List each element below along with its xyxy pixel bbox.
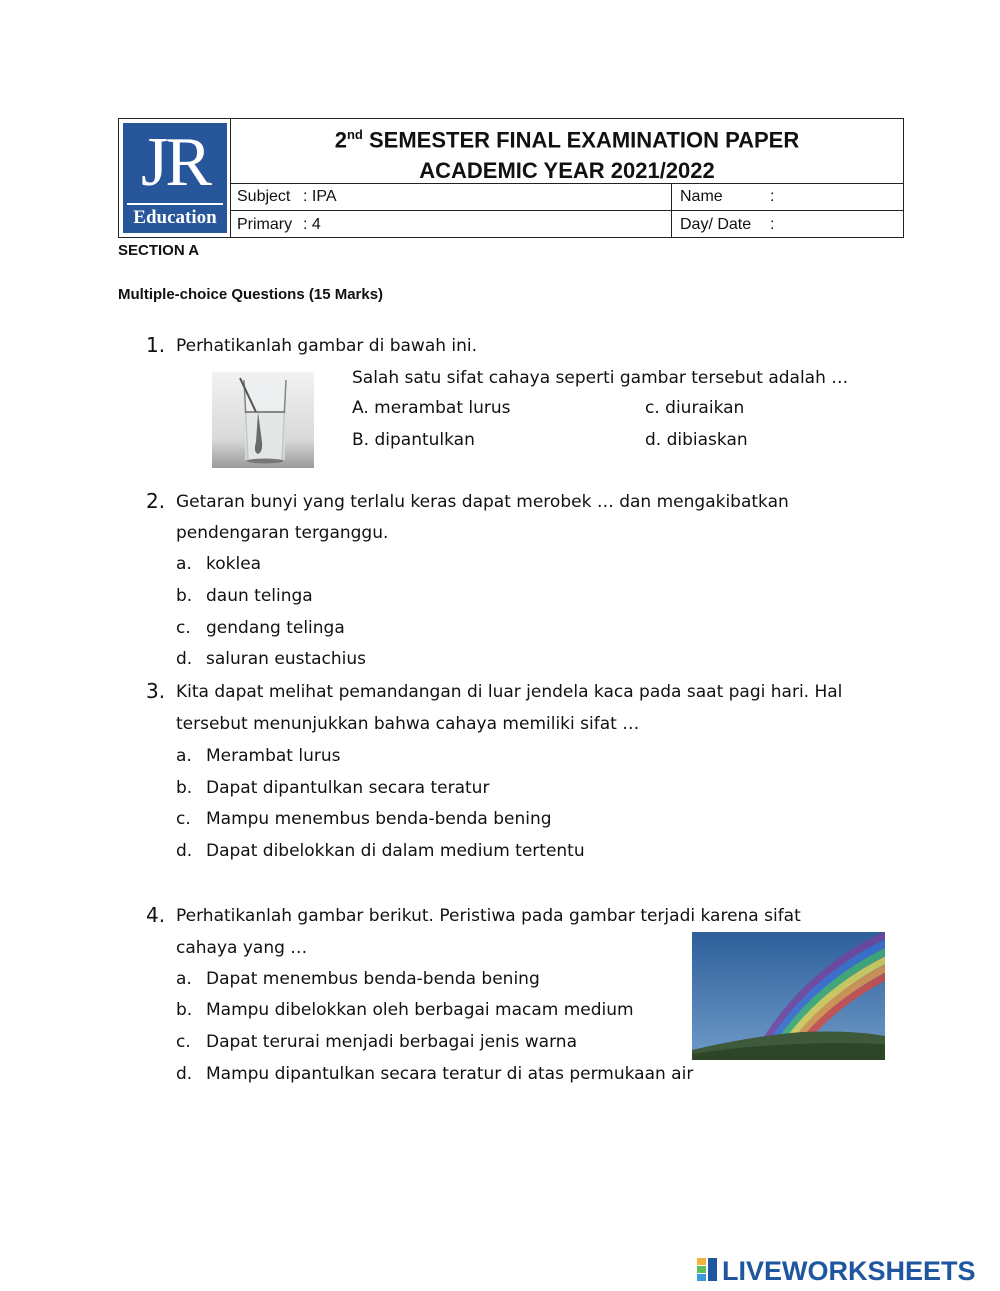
primary-label: Primary xyxy=(237,216,293,233)
cell-divider xyxy=(671,183,672,210)
rainbow-image xyxy=(692,932,885,1060)
option-d[interactable]: Mampu dipantulkan secara teratur di atas permukaan air xyxy=(206,1064,694,1084)
option-a[interactable]: Dapat menembus benda-benda bening xyxy=(206,969,540,989)
option-letter: c. xyxy=(176,1032,191,1052)
option-letter: b. xyxy=(176,1000,193,1020)
liveworksheets-logo-icon xyxy=(697,1258,719,1282)
option-b[interactable]: B. dipantulkan xyxy=(352,430,475,450)
subject-value: : IPA xyxy=(303,188,337,205)
option-letter: b. xyxy=(176,586,193,606)
option-c[interactable]: c. diuraikan xyxy=(645,398,745,418)
question-text-line2: tersebut menunjukkan bahwa cahaya memiliki sifat … xyxy=(176,714,640,734)
option-letter: a. xyxy=(176,969,192,989)
date-field xyxy=(680,211,774,238)
question-prompt: Salah satu sifat cahaya seperti gambar tersebut adalah … xyxy=(352,368,849,388)
option-letter: a. xyxy=(176,554,192,574)
date-label: Day/ Date xyxy=(680,216,752,233)
name-field xyxy=(680,183,774,210)
option-letter: d. xyxy=(176,1064,193,1084)
option-letter: b. xyxy=(176,778,193,798)
question-number: 3. xyxy=(146,679,166,703)
exam-title xyxy=(231,119,903,184)
option-c[interactable]: Mampu menembus benda-benda bening xyxy=(206,809,552,829)
question-text-line2: pendengaran terganggu. xyxy=(176,523,389,543)
glass-spoon-image xyxy=(212,372,314,468)
question-text-line1: Getaran bunyi yang terlalu keras dapat merobek … dan mengakibatkan xyxy=(176,492,789,512)
question-text-line1: Perhatikanlah gambar berikut. Peristiwa pada gambar terjadi karena sifat xyxy=(176,906,801,926)
jr-education-logo xyxy=(123,123,227,233)
primary-field xyxy=(237,211,321,238)
exam-title-line2: ACADEMIC YEAR 2021/2022 xyxy=(419,158,715,184)
option-letter: d. xyxy=(176,841,193,861)
option-letter: c. xyxy=(176,809,191,829)
cell-divider xyxy=(671,211,672,238)
subject-field xyxy=(237,183,337,210)
option-d[interactable]: Dapat dibelokkan di dalam medium tertentu xyxy=(206,841,585,861)
logo-divider xyxy=(127,203,223,205)
option-letter: c. xyxy=(176,618,191,638)
logo-cell xyxy=(119,119,231,237)
option-b[interactable]: daun telinga xyxy=(206,586,313,606)
section-subtitle: Multiple-choice Questions (15 Marks) xyxy=(118,286,384,303)
exam-header-table xyxy=(118,118,904,238)
option-b[interactable]: Dapat dipantulkan secara teratur xyxy=(206,778,490,798)
option-a[interactable]: Merambat lurus xyxy=(206,746,341,766)
name-value: : xyxy=(770,188,775,205)
title-ordinal: 2 xyxy=(334,127,347,153)
option-d[interactable]: d. dibiaskan xyxy=(645,430,748,450)
header-row-subject xyxy=(231,183,903,211)
date-value: : xyxy=(770,216,775,233)
option-a[interactable]: A. merambat lurus xyxy=(352,398,511,418)
option-a[interactable]: koklea xyxy=(206,554,262,574)
option-c[interactable]: Dapat terurai menjadi berbagai jenis warna xyxy=(206,1032,577,1052)
question-number: 1. xyxy=(146,333,166,357)
question-text: Perhatikanlah gambar di bawah ini. xyxy=(176,336,478,356)
question-text-line2: cahaya yang … xyxy=(176,938,308,958)
subject-label: Subject xyxy=(237,188,291,205)
question-text-line1: Kita dapat melihat pemandangan di luar jendela kaca pada saat pagi hari. Hal xyxy=(176,682,843,702)
liveworksheets-watermark[interactable]: LIVEWORKSHEETS xyxy=(722,1256,976,1286)
primary-value: : 4 xyxy=(303,216,321,233)
logo-subtitle: Education xyxy=(133,207,217,228)
option-c[interactable]: gendang telinga xyxy=(206,618,345,638)
option-b[interactable]: Mampu dibelokkan oleh berbagai macam medium xyxy=(206,1000,634,1020)
question-number: 2. xyxy=(146,489,166,513)
exam-title-line1 xyxy=(231,119,903,155)
name-label: Name xyxy=(680,188,723,205)
option-d[interactable]: saluran eustachius xyxy=(206,649,367,669)
section-title: SECTION A xyxy=(118,242,200,259)
option-letter: d. xyxy=(176,649,193,669)
header-row-primary xyxy=(231,211,903,238)
title-ordinal-suffix: nd xyxy=(346,127,363,142)
title-line1-text: SEMESTER FINAL EXAMINATION PAPER xyxy=(362,127,800,153)
option-letter: a. xyxy=(176,746,192,766)
logo-mark: JR xyxy=(141,124,209,201)
question-number: 4. xyxy=(146,903,166,927)
